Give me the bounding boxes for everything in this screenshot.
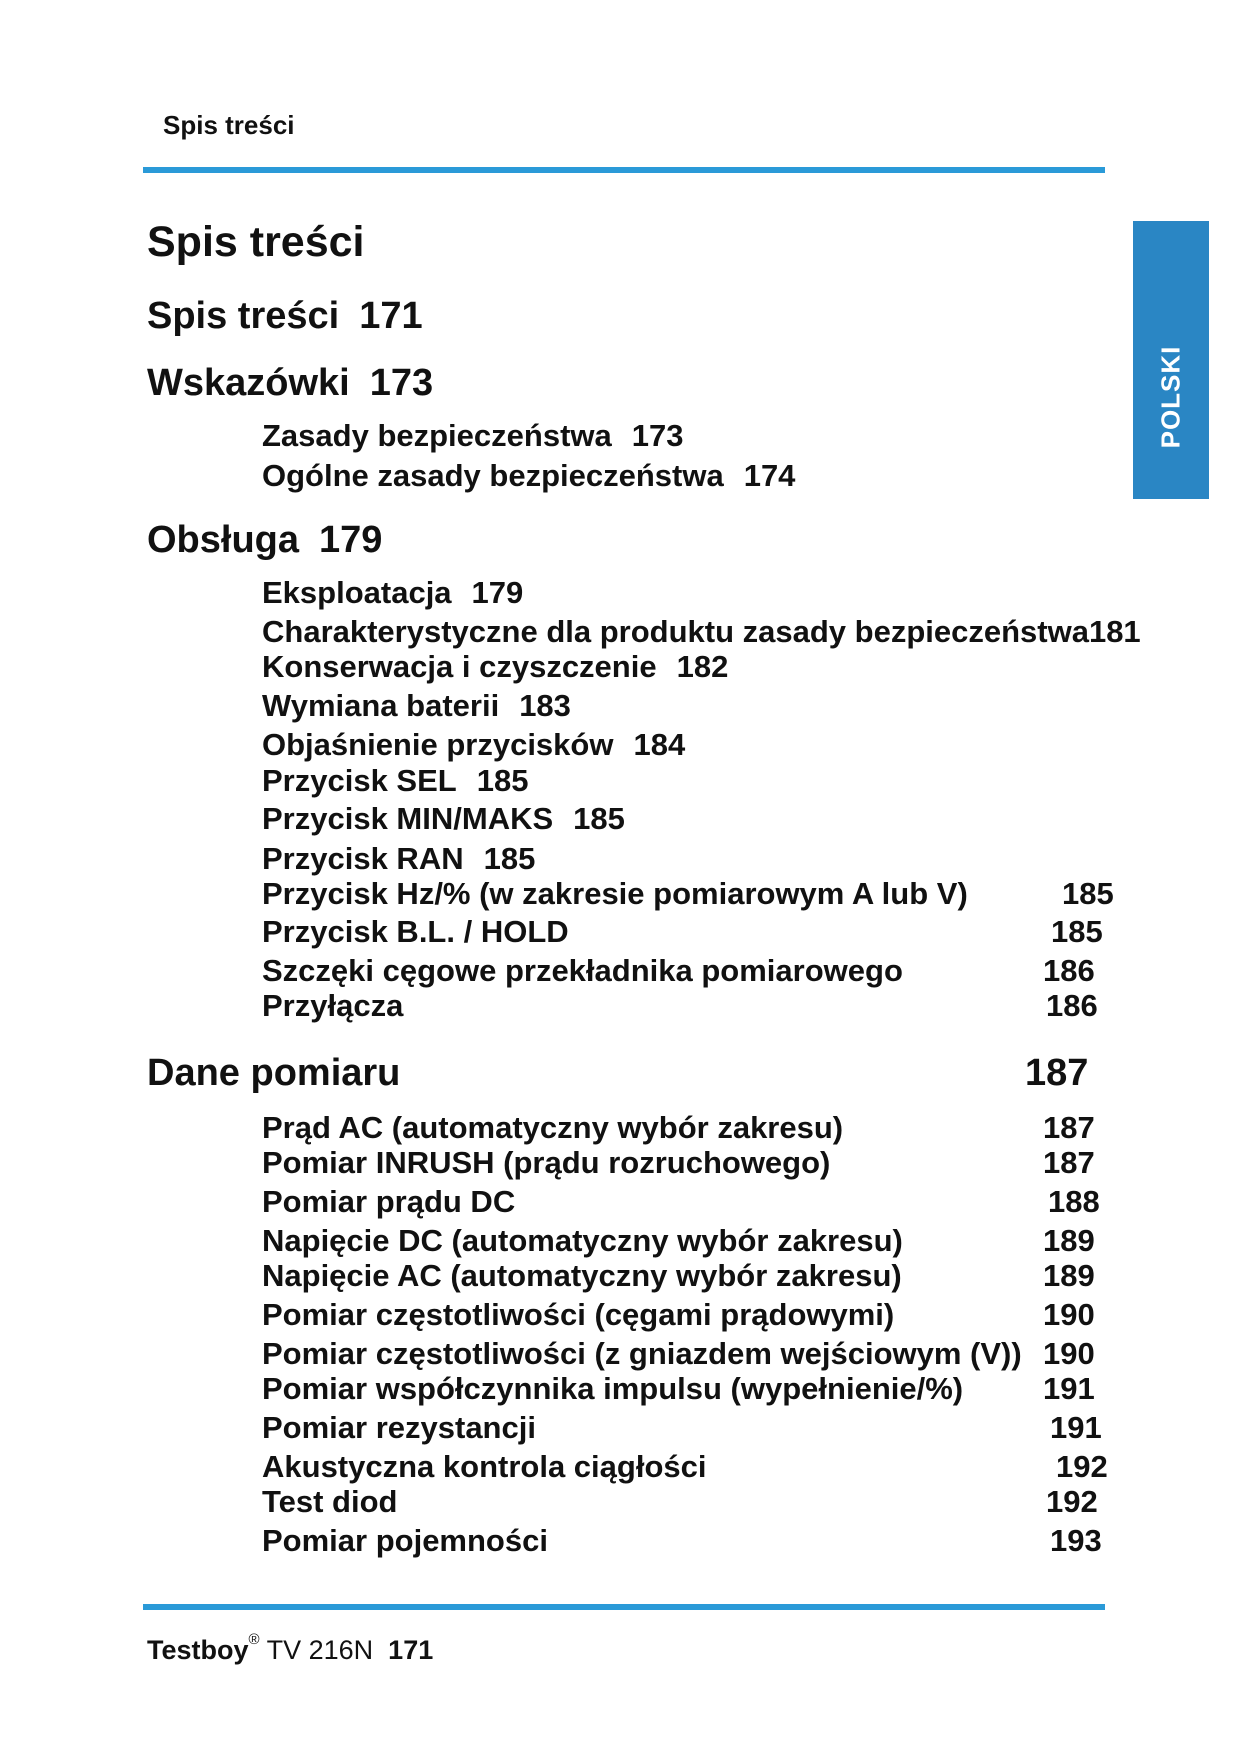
toc-subentry-title: Wymiana baterii bbox=[262, 688, 500, 723]
footer-page-number: 171 bbox=[388, 1635, 434, 1665]
toc-subentry-page: 191 bbox=[1050, 1410, 1102, 1445]
toc-subentry-title: Konserwacja i czyszczenie bbox=[262, 649, 657, 684]
toc-subentry-title: Zasady bezpieczeństwa bbox=[262, 418, 612, 453]
toc-subentry-page: 179 bbox=[471, 575, 524, 610]
toc-subentry-title: Test diod bbox=[262, 1484, 398, 1519]
toc-subentry-title: Pomiar współczynnika impulsu (wypełnienie/%) bbox=[262, 1371, 964, 1406]
toc-entry-title: Dane pomiaru bbox=[147, 1052, 401, 1094]
toc-subentry-page: 190 bbox=[1043, 1336, 1095, 1371]
toc-subentry-page: 182 bbox=[676, 649, 729, 684]
toc-subentry-page: 187 bbox=[1043, 1145, 1095, 1180]
toc-subentry-title: Prąd AC (automatyczny wybór zakresu) bbox=[262, 1110, 844, 1145]
toc-subentry bbox=[262, 914, 569, 950]
bottom-rule bbox=[143, 1604, 1105, 1610]
toc-subentry bbox=[262, 953, 903, 989]
toc-subentry-title: Przycisk Hz/% (w zakresie pomiarowym A lub V) bbox=[262, 876, 968, 911]
toc-subentry bbox=[262, 1223, 903, 1259]
toc-subentry-page: 184 bbox=[633, 727, 686, 762]
toc-subentry bbox=[262, 727, 685, 763]
toc-subentry-page: 192 bbox=[1056, 1449, 1108, 1484]
toc-subentry-title: Pomiar prądu DC bbox=[262, 1184, 516, 1219]
toc-subentry bbox=[262, 1336, 1022, 1372]
toc-subentry bbox=[262, 1110, 843, 1146]
toc-subentry-title: Pomiar pojemności bbox=[262, 1523, 548, 1558]
toc-subentry bbox=[262, 458, 795, 494]
toc-entry bbox=[147, 519, 382, 562]
toc-entry-page: 173 bbox=[369, 362, 434, 404]
toc-subentry bbox=[262, 801, 625, 837]
toc-subentry-page: 173 bbox=[631, 418, 684, 453]
toc-subentry bbox=[262, 1184, 515, 1220]
toc-subentry-title: Napięcie DC (automatyczny wybór zakresu) bbox=[262, 1223, 903, 1258]
toc-subentry-page: 189 bbox=[1043, 1223, 1095, 1258]
toc-subentry-title: Pomiar częstotliwości (cęgami prądowymi) bbox=[262, 1297, 895, 1332]
toc-subentry bbox=[262, 649, 728, 685]
toc-subentry-title: Przycisk B.L. / HOLD bbox=[262, 914, 569, 949]
toc-entry-title: Spis treści bbox=[147, 295, 340, 337]
toc-subentry-title: Pomiar rezystancji bbox=[262, 1410, 536, 1445]
registered-mark: ® bbox=[248, 1631, 260, 1648]
toc-subentry bbox=[262, 841, 535, 877]
toc-subentry-page: 185 bbox=[1062, 876, 1114, 911]
toc-subentry bbox=[262, 1371, 963, 1407]
toc-subentry-page: 181 bbox=[1088, 614, 1141, 649]
toc-entry-page: 179 bbox=[319, 519, 383, 561]
page-footer bbox=[147, 1631, 434, 1666]
toc-entry-title: Obsługa bbox=[147, 519, 300, 561]
toc-subentry-page: 187 bbox=[1043, 1110, 1095, 1145]
toc-subentry-title: Pomiar częstotliwości (z gniazdem wejściowym (V)) bbox=[262, 1336, 1022, 1371]
toc-subentry bbox=[262, 688, 571, 724]
toc-subentry-title: Pomiar INRUSH (prądu rozruchowego) bbox=[262, 1145, 831, 1180]
language-tab bbox=[1133, 221, 1209, 499]
toc-subentry bbox=[262, 1258, 902, 1294]
toc-subentry-page: 185 bbox=[483, 841, 536, 876]
toc-subentry-page: 185 bbox=[1051, 914, 1103, 949]
toc-subentry bbox=[262, 763, 528, 799]
language-tab-label: POLSKI bbox=[1155, 345, 1186, 449]
toc-subentry bbox=[262, 1523, 548, 1559]
toc-subentry-page: 188 bbox=[1048, 1184, 1100, 1219]
toc-subentry-title: Eksploatacja bbox=[262, 575, 452, 610]
toc-subentry-page: 191 bbox=[1043, 1371, 1095, 1406]
toc-subentry bbox=[262, 418, 683, 454]
toc-subentry-title: Przycisk RAN bbox=[262, 841, 464, 876]
toc-subentry bbox=[262, 876, 968, 912]
toc-subentry-page: 186 bbox=[1043, 953, 1095, 988]
toc-subentry-title: Ogólne zasady bezpieczeństwa bbox=[262, 458, 724, 493]
toc-subentry-title: Przycisk MIN/MAKS bbox=[262, 801, 554, 836]
toc-subentry-page: 174 bbox=[743, 458, 796, 493]
toc-subentry bbox=[262, 1145, 830, 1181]
toc-subentry-page: 192 bbox=[1046, 1484, 1098, 1519]
running-header: Spis treści bbox=[163, 110, 295, 140]
toc-subentry-page: 185 bbox=[476, 763, 529, 798]
toc-entry-page: 171 bbox=[359, 295, 423, 337]
toc-subentry-title: Szczęki cęgowe przekładnika pomiarowego bbox=[262, 953, 903, 988]
toc-subentry-page: 183 bbox=[519, 688, 571, 723]
toc-subentry-page: 185 bbox=[573, 801, 625, 836]
toc-subentry bbox=[262, 614, 1141, 650]
toc-subentry-title: Objaśnienie przycisków bbox=[262, 727, 614, 762]
toc-subentry-page: 190 bbox=[1043, 1297, 1095, 1332]
toc-entry bbox=[147, 1052, 400, 1095]
toc-entry bbox=[147, 362, 433, 405]
toc-subentry bbox=[262, 1484, 397, 1520]
toc-subentry bbox=[262, 1410, 536, 1446]
toc-subentry bbox=[262, 1449, 706, 1485]
toc-entry-title: Wskazówki bbox=[147, 362, 350, 404]
page-title: Spis treści bbox=[147, 218, 365, 266]
toc-subentry-title: Napięcie AC (automatyczny wybór zakresu) bbox=[262, 1258, 902, 1293]
toc-subentry-title: Charakterystyczne dla produktu zasady bezpieczeństwa bbox=[262, 614, 1089, 649]
toc-entry-page: 187 bbox=[1025, 1052, 1089, 1094]
toc-subentry bbox=[262, 988, 403, 1024]
toc-subentry-title: Przycisk SEL bbox=[262, 763, 457, 798]
toc-subentry-page: 193 bbox=[1050, 1523, 1102, 1558]
toc-subentry-title: Przyłącza bbox=[262, 988, 404, 1023]
toc-entry bbox=[147, 295, 423, 338]
toc-subentry-title: Akustyczna kontrola ciągłości bbox=[262, 1449, 707, 1484]
footer-brand: Testboy bbox=[147, 1635, 249, 1665]
footer-model: TV 216N bbox=[266, 1635, 374, 1665]
toc-subentry bbox=[262, 1297, 894, 1333]
toc-subentry-page: 189 bbox=[1043, 1258, 1095, 1293]
top-rule bbox=[143, 167, 1105, 173]
toc-subentry-page: 186 bbox=[1046, 988, 1098, 1023]
toc-subentry bbox=[262, 575, 523, 611]
